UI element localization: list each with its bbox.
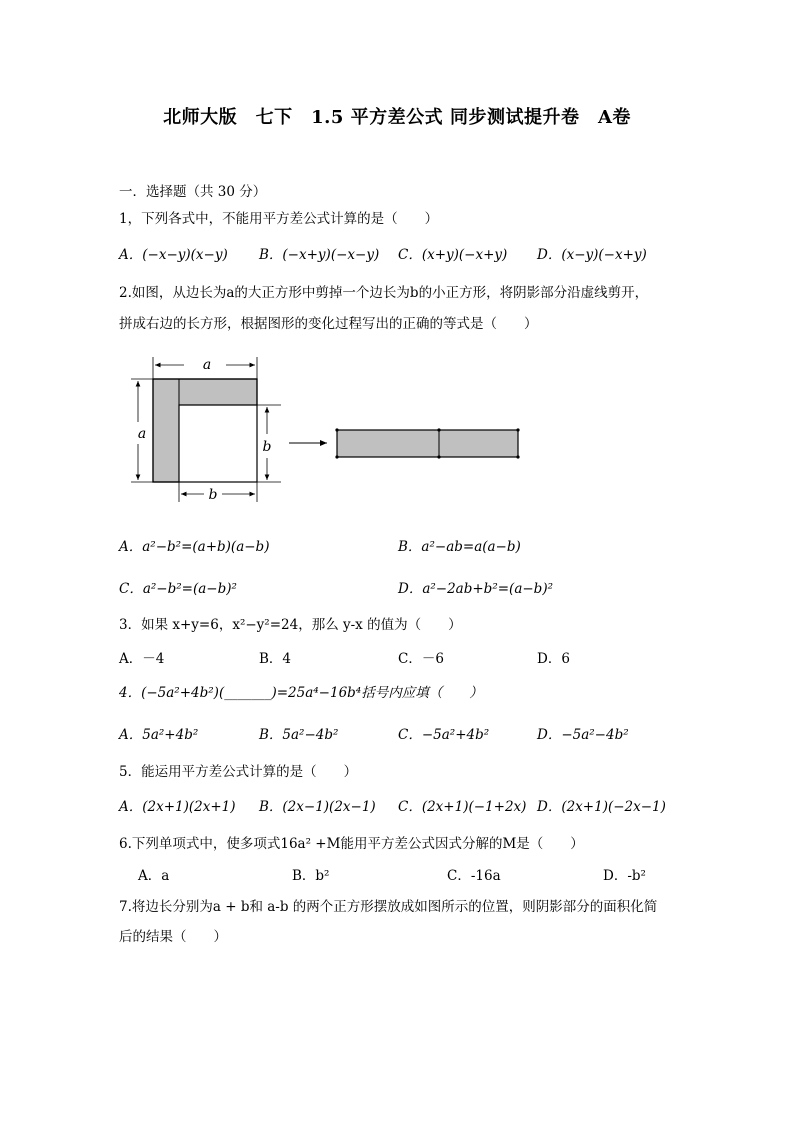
q2-option-c: C．a²−b²=(a−b)² bbox=[119, 581, 237, 597]
question-2-stem-line-1: 2.如图，从边长为a的大正方形中剪掉一个边长为b的小正方形，将阴影部分沿虚线剪开， bbox=[119, 285, 649, 301]
question-7-stem-line-2: 后的结果（ ） bbox=[119, 929, 227, 945]
q2-option-b: B．a²−ab=a(a−b) bbox=[398, 539, 521, 555]
q1-option-b: B．(−x+y)(−x−y) bbox=[259, 247, 380, 263]
q2-option-d: D．a²−2ab+b²=(a−b)² bbox=[398, 581, 553, 597]
q5-option-d: D．(2x+1)(−2x−1) bbox=[537, 799, 666, 815]
question-2-stem-line-2: 拼成右边的长方形，根据图形的变化过程写出的正确的等式是（ ） bbox=[119, 316, 538, 332]
question-5-stem: 5．能运用平方差公式计算的是（ ） bbox=[119, 764, 358, 780]
label-a-top: a bbox=[202, 357, 212, 373]
q6-option-c: C．-16a bbox=[447, 868, 501, 884]
q6-option-a: A．a bbox=[138, 868, 170, 884]
label-b-right: b bbox=[262, 439, 272, 455]
label-a-left: a bbox=[137, 426, 147, 442]
q3-option-c: C．－6 bbox=[398, 651, 444, 667]
section-heading: 一．选择题（共 30 分） bbox=[119, 184, 267, 200]
result-rectangle bbox=[337, 430, 518, 457]
label-b-bottom: b bbox=[208, 487, 218, 503]
shaded-l-region bbox=[153, 379, 257, 482]
q5-option-c: C．(2x+1)(−1+2x) bbox=[398, 799, 527, 815]
question-4-stem: 4．(−5a²+4b²)(_______)=25a⁴−16b⁴括号内应填（ ） bbox=[119, 685, 483, 701]
q4-option-c: C．−5a²+4b² bbox=[398, 727, 490, 743]
question-3-stem: 3．如果 x+y=6，x²−y²=24，那么 y-x 的值为（ ） bbox=[119, 617, 462, 633]
question-1-stem: 1，下列各式中，不能用平方差公式计算的是（ ） bbox=[119, 211, 439, 227]
q4-option-d: D．−5a²−4b² bbox=[537, 727, 629, 743]
q5-option-b: B．(2x−1)(2x−1) bbox=[259, 799, 376, 815]
question-2-figure bbox=[126, 352, 526, 512]
q5-option-a: A．(2x+1)(2x+1) bbox=[119, 799, 236, 815]
q4-option-a: A．5a²+4b² bbox=[119, 727, 199, 743]
page-title: 北师大版 七下 1.5 平方差公式 同步测试提升卷 A卷 bbox=[163, 107, 631, 128]
q1-option-c: C．(x+y)(−x+y) bbox=[398, 247, 508, 263]
q2-option-a: A．a²−b²=(a+b)(a−b) bbox=[119, 539, 270, 555]
q4-option-b: B．5a²−4b² bbox=[259, 727, 339, 743]
q6-option-b: B．b² bbox=[292, 868, 330, 884]
q1-option-d: D．(x−y)(−x+y) bbox=[537, 247, 647, 263]
question-6-stem: 6.下列单项式中，使多项式16a² +M能用平方差公式因式分解的M是（ ） bbox=[119, 836, 584, 852]
question-7-stem-line-1: 7.将边长分别为a + b和 a-b 的两个正方形摆放成如图所示的位置，则阴影部分的面积化简 bbox=[119, 899, 658, 915]
q3-option-b: B．4 bbox=[259, 651, 292, 667]
q1-option-a: A．(−x−y)(x−y) bbox=[119, 247, 228, 263]
q6-option-d: D．-b² bbox=[603, 868, 646, 884]
q3-option-a: A．－4 bbox=[119, 651, 165, 667]
q3-option-d: D．6 bbox=[537, 651, 570, 667]
